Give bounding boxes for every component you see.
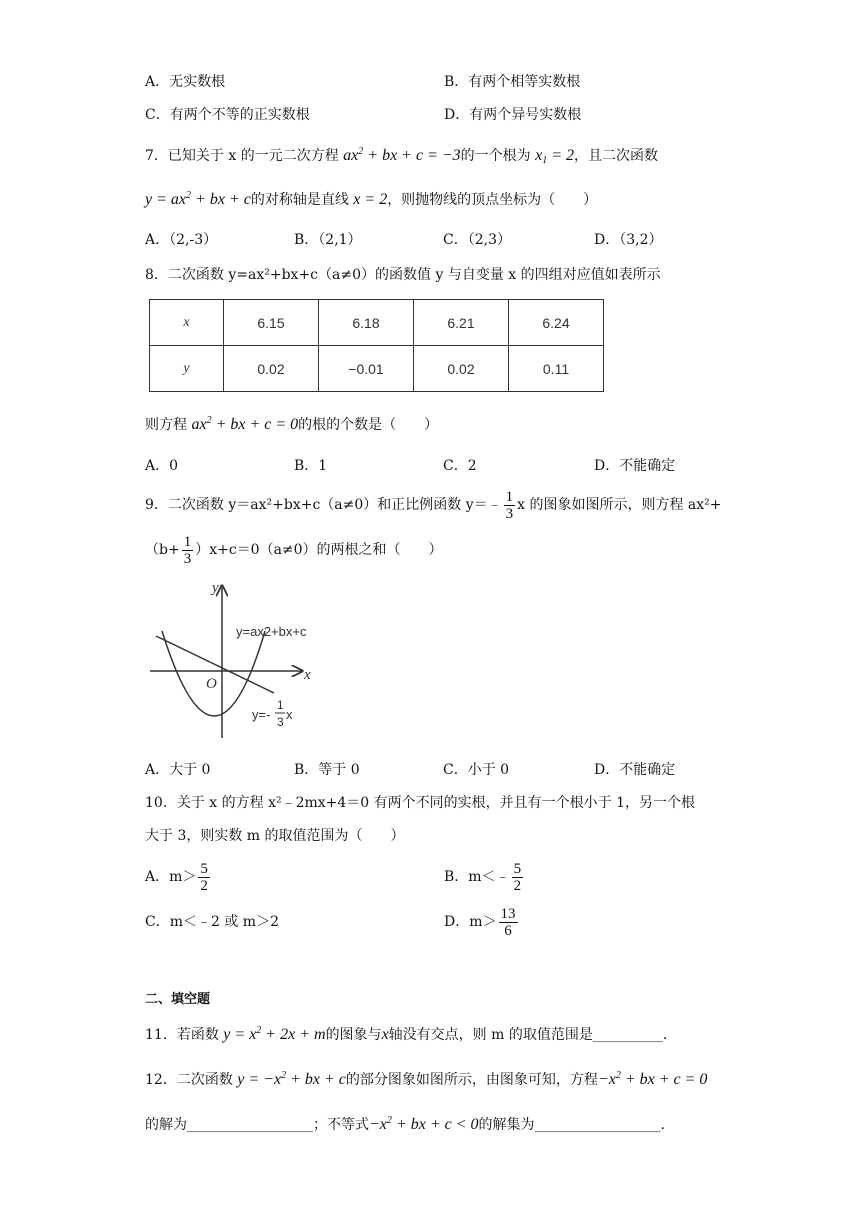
table-cell: 6.18 — [319, 300, 414, 346]
q8-equation: $ax^2$ + bx + c = 0 — [191, 415, 299, 433]
table-cell: 0.02 — [224, 346, 319, 392]
table-cell: 6.15 — [224, 300, 319, 346]
q12-line2-pre: 的解为__________________；不等式 — [145, 1117, 369, 1133]
table-cell: −0.01 — [319, 346, 414, 392]
q10-option-a-fraction — [198, 861, 210, 894]
q7-text1: 已知关于 x 的一元二次方程 — [167, 148, 339, 164]
q11-text2: 的图象与 — [325, 1027, 382, 1043]
option-label: A．m＞ — [145, 869, 197, 885]
q7-option-b: B．（2,1） — [294, 232, 362, 248]
q7-text4: 的对称轴是直线 — [250, 192, 349, 208]
q9-fraction-2 — [182, 534, 194, 567]
table-row-y — [150, 346, 604, 392]
fraction-numerator: 1 — [505, 488, 514, 505]
q9-text1: 二次函数 y＝ax²+bx+c（a≠0）和正比例函数 y＝﹣ — [167, 497, 502, 513]
line-label-prefix: y=- — [252, 707, 271, 722]
q12-number: 12． — [145, 1072, 177, 1088]
line-label-suffix: x — [286, 707, 293, 722]
q7-equation: $ax^2$ + bx + c = −3 — [343, 146, 461, 164]
q10-option-b-fraction — [512, 861, 524, 894]
q12-line2 — [145, 1115, 665, 1135]
q12-text2: 的部分图象如图所示，由图象可知，方程 — [345, 1072, 598, 1088]
parabola-label: y=ax2+bx+c — [236, 624, 307, 639]
table-row-x — [150, 300, 604, 346]
q9-number: 9． — [145, 497, 168, 513]
q9-option-a: A．大于 0 — [145, 762, 211, 778]
q7-root: $x_1 = 2$ — [535, 147, 575, 166]
fraction-denominator: 2 — [200, 877, 208, 894]
q8-question — [145, 415, 438, 435]
q8-number: 8． — [145, 267, 168, 283]
q6-option-d: D．有两个异号实数根 — [444, 107, 582, 123]
q12-equation: $-x^2$ + bx + c = 0 — [597, 1070, 708, 1088]
fraction-numerator: 5 — [513, 860, 522, 877]
q10-line2: 大于 3，则实数 m 的取值范围为（ ） — [145, 828, 405, 844]
q9-text2: x 的图象如图所示，则方程 ax²+ — [517, 497, 722, 513]
q7-option-c: C．（2,3） — [443, 232, 511, 248]
line-label-numerator: 1 — [277, 698, 284, 712]
q10-option-c: C．m＜﹣2 或 m＞2 — [145, 914, 279, 930]
q7-option-d: D．（3,2） — [594, 232, 663, 248]
q9-fraction — [504, 489, 516, 522]
q7-text3: ，且二次函数 — [574, 148, 659, 164]
q12-function: $y = -x^2$ + bx + c — [237, 1070, 346, 1088]
fraction-numerator: 13 — [500, 905, 516, 922]
q10-option-d — [444, 902, 520, 942]
q11-function: $y = x^2 + 2x + m$ — [223, 1025, 326, 1043]
q8-text: 二次函数 y=ax²+bx+c（a≠0）的函数值 y 与自变量 x 的四组对应值如表所示 — [167, 267, 661, 283]
q9-graph — [140, 576, 330, 746]
fraction-denominator: 3 — [183, 550, 192, 567]
fraction-denominator: 3 — [505, 505, 514, 522]
table-cell-y-label: y — [150, 346, 224, 392]
y-axis-label: y — [212, 580, 219, 596]
fraction-numerator: 5 — [200, 860, 208, 877]
section-heading: 二、填空题 — [145, 992, 211, 1007]
q8-question-pre: 则方程 — [145, 417, 187, 433]
q7-text5: ，则抛物线的顶点坐标为（ ） — [387, 192, 598, 208]
q8-option-a: A．0 — [145, 458, 179, 474]
table-cell: 6.24 — [509, 300, 604, 346]
option-label: B．m＜﹣ — [444, 869, 510, 885]
q12-line1 — [145, 1070, 707, 1090]
q9-line2 — [145, 531, 443, 569]
x-axis-label: x — [304, 667, 311, 683]
q7-line1 — [145, 146, 658, 166]
q7-number: 7． — [145, 148, 168, 164]
q8-option-b: B．1 — [294, 458, 328, 474]
q7-function: $y = ax^2$ + bx + c — [145, 190, 251, 208]
q8-option-c: C．2 — [443, 458, 477, 474]
table-cell: 0.11 — [509, 346, 604, 392]
q11-line — [145, 1025, 667, 1045]
table-cell: 6.21 — [414, 300, 509, 346]
q10-line1 — [145, 793, 695, 813]
q7-line2 — [145, 190, 597, 210]
q7-option-a: A．（2,-3） — [145, 232, 218, 248]
q10-text-line1: 关于 x 的方程 x²﹣2mx+4＝0 有两个不同的实根，并且有一个根小于 1，另一个根 — [176, 795, 696, 811]
fraction-denominator: 2 — [513, 877, 522, 894]
q7-axis: x = 2 — [353, 191, 388, 208]
option-label: D．m＞ — [444, 914, 497, 930]
q9-text3-post: ）x+c＝0（a≠0）的两根之和（ ） — [195, 542, 443, 558]
fraction-numerator: 1 — [183, 533, 192, 550]
q6-option-a: A．无实数根 — [145, 74, 226, 90]
q12-line2-post: 的解集为__________________. — [478, 1117, 665, 1133]
origin-label: O — [206, 676, 217, 692]
fraction-denominator: 6 — [504, 922, 512, 939]
parabola-curve — [162, 631, 265, 716]
q9-option-b: B．等于 0 — [294, 762, 360, 778]
q11-number: 11． — [145, 1027, 177, 1043]
q8-line1 — [145, 265, 661, 285]
table-cell-x-label: x — [150, 300, 224, 346]
q9-option-c: C．小于 0 — [443, 762, 510, 778]
q12-text1: 二次函数 — [176, 1072, 233, 1088]
q10-number: 10． — [145, 795, 177, 811]
q10-option-d-fraction — [499, 906, 518, 939]
q9-text3-pre: （b+ — [145, 542, 180, 558]
q8-question-post: 的根的个数是（ ） — [298, 417, 439, 433]
q8-option-d: D．不能确定 — [594, 458, 676, 474]
q10-option-a — [145, 857, 212, 897]
q9-line1 — [145, 486, 722, 524]
q6-option-b: B．有两个相等实数根 — [444, 74, 581, 90]
q11-text1: 若函数 — [176, 1027, 219, 1043]
table-cell: 0.02 — [414, 346, 509, 392]
q8-value-table — [149, 299, 604, 392]
q6-option-c: C．有两个不等的正实数根 — [145, 107, 310, 123]
q11-x-variable: x — [381, 1026, 389, 1043]
q7-text2: 的一个根为 — [460, 148, 531, 164]
q12-inequality: $-x^2$ + bx + c < 0 — [369, 1115, 479, 1133]
q10-option-b — [444, 857, 525, 897]
q11-text3: 轴没有交点，则 m 的取值范围是__________. — [388, 1027, 668, 1043]
line-label-denominator: 3 — [277, 715, 284, 729]
q9-option-d: D．不能确定 — [594, 762, 676, 778]
